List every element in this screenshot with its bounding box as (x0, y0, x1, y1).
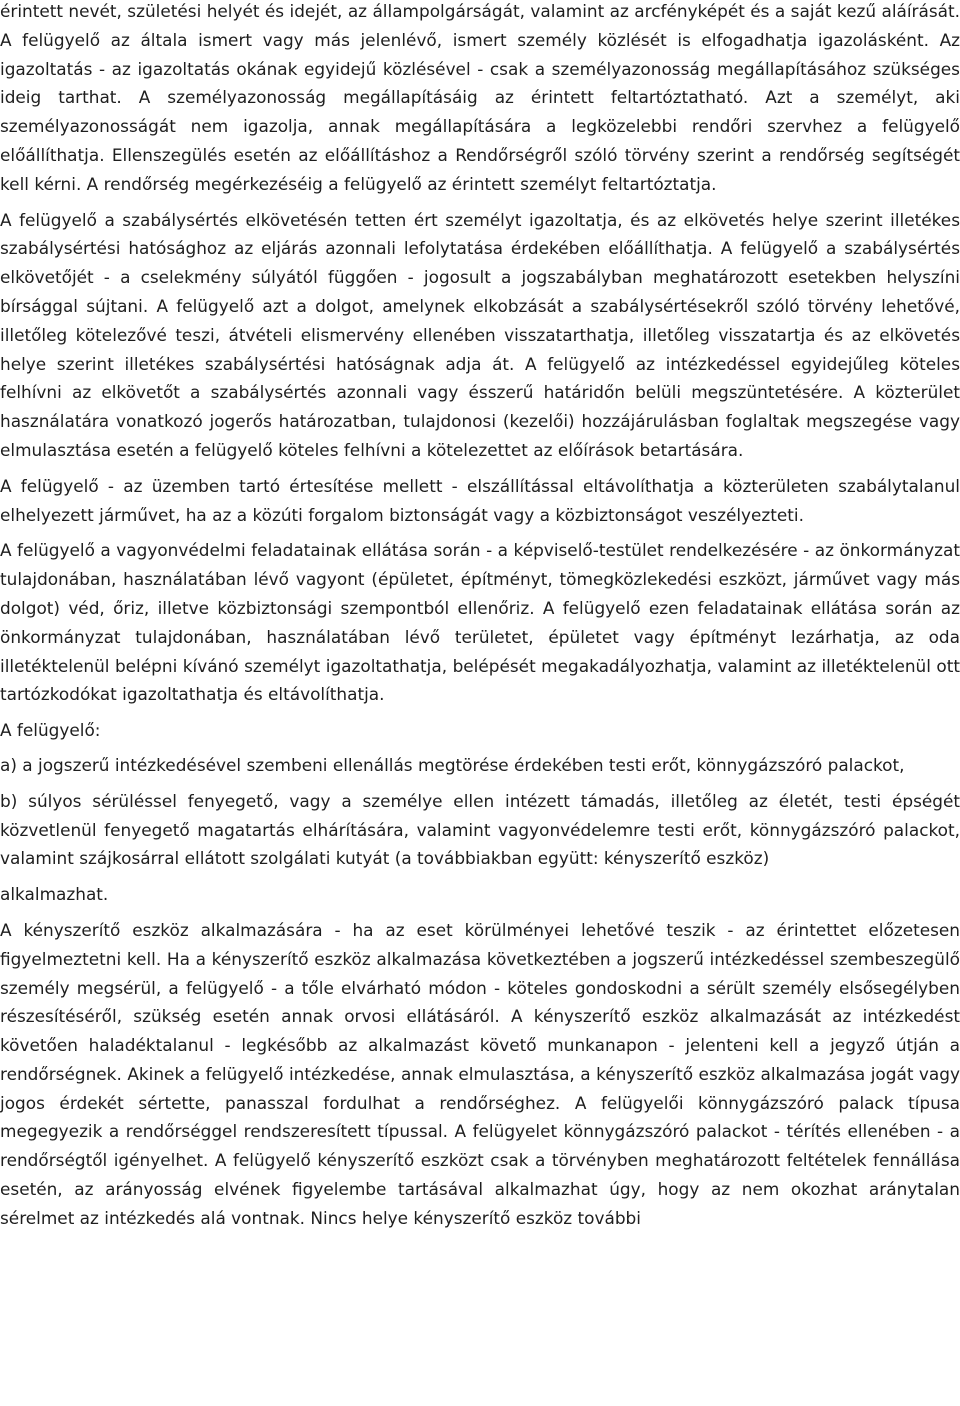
paragraph-intro-list: A felügyelő: (0, 720, 101, 741)
paragraph-coercive-means: A kényszerítő eszköz alkalmazására - ha az eset körülményei lehetővé teszik - az érintettet előzetesen figyelmeztetni kell. Ha a kényszerítő eszköz alkalmazása következtében a jogszerű intézkedéssel szembeszegülő személy megsérül, a felügyelő - a tőle elvárható módon - köteles gondoskodni a sérült személy elsősegélyben részesítéséről, szükség esetén annak orvosi ellátásáról. A kényszerítő eszköz alkalmazását az intézkedést követően haladéktalanul - legkésőbb az alkalmazást követő munkanapon - jelenteni kell a jegyző útján a rendőrségnek. Akinek a felügyelő intézkedése, annak elmulasztása, a kényszerítő eszköz alkalmazása jogát vagy jogos érdekét sértette, panasszal fordulhat a rendőrséghez. A felügyelői könnygázszóró palack típusa megegyezik a rendőrséggel rendszeresített típussal. A felügyelet könnygázszóró palackot - térítés ellenében - a rendőrségtől igényelhet. A felügyelő kényszerítő eszközt csak a törvényben meghatározott feltételek fennállása esetén, az arányosság elvének figyelembe tartásával alkalmazhat úgy, hogy az nem okozhat aránytalan sérelmet az intézkedés alá vontnak. Nincs helye kényszerítő eszköz további (0, 919, 960, 1228)
paragraph-property-protection: A felügyelő a vagyonvédelmi feladatainak ellátása során - a képviselő-testület rendelkezésére - az önkormányzat tulajdonában, használatában lévő vagyont (épületet, építményt, tömegközlekedési eszközt, járművet vagy más dolgot) véd, őriz, illetve közbiztonsági szempontból ellenőriz. A felügyelő ezen feladatainak ellátása során az önkormányzat tulajdonában, használatában lévő területet, épületet vagy építményt lezárhatja, az oda illetéktelenül belépni kívánó személyt igazoltathatja, belépését megakadályozhatja, valamint az illetéktelenül ott tartózkodókat igazoltathatja és eltávolíthatja. (0, 540, 960, 705)
list-item-a: a) a jogszerű intézkedésével szembeni ellenállás megtörése érdekében testi erőt, könnygázszóró palackot, (0, 754, 905, 775)
paragraph-may-apply: alkalmazhat. (0, 884, 109, 905)
paragraph-vehicle-removal: A felügyelő - az üzemben tartó értesítése mellett - elszállítással eltávolíthatja a közterületen szabálytalanul elhelyezett járművet, ha az a közúti forgalom biztonságát vagy a közbiztonságot veszélyezteti. (0, 475, 960, 525)
paragraph-misdemeanor: A felügyelő a szabálysértés elkövetésén tetten ért személyt igazoltatja, és az elkövetés helye szerint illetékes szabálysértési hatósághoz az eljárás azonnali lefolytatása érdekében előállíthatja. A felügyelő a szabálysértés elkövetőjét - a cselekmény súlyától függően - jogosult a jogszabályban meghatározott esetekben helyszíni bírsággal sújtani. A felügyelő azt a dolgot, amelynek elkobzását a szabálysértésekről szóló törvény lehetővé, illetőleg kötelezővé teszi, átvételi elismervény ellenében visszatarthatja, illetőleg visszatartja és az elkövetés helye szerint illetékes szabálysértési hatóságnak adja át. A felügyelő az intézkedéssel egyidejűleg köteles felhívni az elkövetőt a szabálysértés azonnali vagy ésszerű határidőn belüli megszüntetésére. A közterület használatára vonatkozó jogerős határozatban, tulajdonosi (kezelői) hozzájárulásban foglaltak megszegése vagy elmulasztása esetén a felügyelő köteles felhívni a kötelezettet az előírások betartására. (0, 209, 960, 460)
paragraph-identification: érintett nevét, születési helyét és idejét, az állampolgárságát, valamint az arcfényképét és a saját kezű aláírását. A felügyelő az általa ismert vagy más jelenlévő, ismert személy közlését is elfogadhatja igazolásként. Az igazoltatás - az igazoltatás okának egyidejű közlésével - csak a személyazonosság megállapításához szükséges ideig tarthat. A személyazonosság megállapításáig az érintett feltartóztatható. Azt a személyt, aki személyazonosságát nem igazolja, annak megállapítására a legközelebbi rendőri szervhez a felügyelő előállíthatja. Ellenszegülés esetén az előállításhoz a Rendőrségről szóló törvény szerint a rendőrség segítségét kell kérni. A rendőrség megérkezéséig a felügyelő az érintett személyt feltartóztatja. (0, 1, 960, 194)
list-item-b: b) súlyos sérüléssel fenyegető, vagy a személye ellen intézett támadás, illetőleg az életét, testi épségét közvetlenül fenyegető magatartás elhárítására, valamint vagyonvédelemre testi erőt, könnygázszóró palackot, valamint szájkosárral ellátott szolgálati kutyát (a továbbiakban együtt: kényszerítő eszköz) (0, 790, 960, 869)
